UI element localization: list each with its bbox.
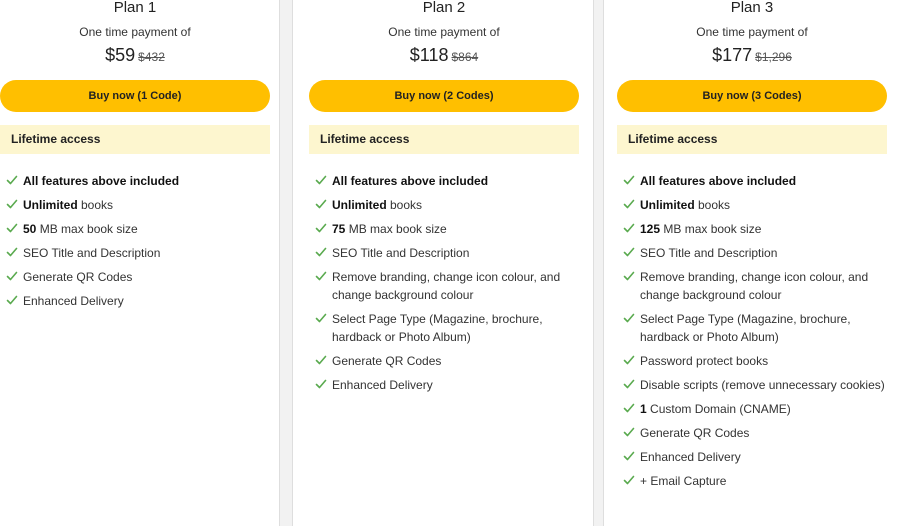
feature-item [0, 244, 270, 262]
feature-bold-text: 50 [23, 222, 37, 236]
feature-item [0, 292, 270, 310]
plan-card-2 [292, 0, 594, 526]
feature-bold-text: 75 [332, 222, 346, 236]
feature-text: MB max book size [345, 222, 447, 236]
check-icon [6, 270, 18, 282]
check-icon [623, 270, 635, 282]
check-icon [315, 174, 327, 186]
check-icon [6, 222, 18, 234]
feature-item [0, 268, 270, 286]
check-icon [6, 174, 18, 186]
check-icon [623, 312, 635, 324]
plan-price: $59 [105, 45, 136, 65]
feature-list [309, 172, 579, 394]
feature-item [309, 196, 579, 214]
check-icon [315, 270, 327, 282]
price-row [309, 44, 579, 68]
lifetime-access-banner: Lifetime access [309, 125, 579, 154]
feature-text: SEO Title and Description [23, 246, 161, 260]
feature-item [617, 244, 887, 262]
check-icon [623, 426, 635, 438]
plan-old-price: $864 [451, 50, 479, 64]
feature-item [617, 310, 887, 346]
price-row [0, 44, 270, 68]
price-row [617, 44, 887, 68]
feature-text: Select Page Type (Magazine, brochure, hardback or Photo Album) [332, 312, 543, 344]
check-icon [623, 222, 635, 234]
feature-text: Enhanced Delivery [640, 450, 741, 464]
plan-title: Plan 1 [113, 0, 157, 16]
plan-title: Plan 3 [730, 0, 774, 16]
check-icon [315, 312, 327, 324]
feature-list [617, 172, 887, 490]
feature-item [617, 472, 887, 490]
check-icon [315, 198, 327, 210]
feature-text: books [77, 198, 114, 212]
plan-old-price: $1,296 [755, 50, 792, 64]
feature-item [617, 352, 887, 370]
check-icon [315, 222, 327, 234]
check-icon [315, 378, 327, 390]
lifetime-access-banner: Lifetime access [0, 125, 270, 154]
plan-price: $118 [409, 45, 449, 65]
plan-title: Plan 2 [422, 0, 466, 16]
feature-bold-text: Unlimited [332, 198, 387, 212]
plan-subtitle: One time payment of [388, 25, 500, 39]
check-icon [623, 450, 635, 462]
buy-now-button[interactable]: Buy now (3 Codes) [617, 80, 887, 112]
buy-now-button[interactable]: Buy now (1 Code) [0, 80, 270, 112]
check-icon [6, 246, 18, 258]
feature-bold-text: 1 [640, 402, 647, 416]
feature-item [309, 220, 579, 238]
feature-text: Generate QR Codes [23, 270, 133, 284]
plan-old-price: $432 [138, 50, 165, 64]
feature-item [309, 352, 579, 370]
check-icon [315, 354, 327, 366]
feature-bold-text: Unlimited [23, 198, 78, 212]
feature-item [617, 196, 887, 214]
feature-text: books [386, 198, 423, 212]
feature-text: Remove branding, change icon colour, and change background colour [332, 270, 561, 302]
feature-list [0, 172, 270, 310]
feature-text: SEO Title and Description [640, 246, 778, 260]
feature-item [0, 220, 270, 238]
feature-text: Custom Domain (CNAME) [646, 402, 791, 416]
feature-text: Remove branding, change icon colour, and change background colour [640, 270, 869, 302]
plan-price: $177 [712, 45, 753, 65]
feature-text: Select Page Type (Magazine, brochure, hardback or Photo Album) [640, 312, 851, 344]
check-icon [6, 198, 18, 210]
feature-item [617, 220, 887, 238]
check-icon [6, 294, 18, 306]
feature-item [309, 244, 579, 262]
feature-item [617, 400, 887, 418]
feature-text: Generate QR Codes [640, 426, 750, 440]
feature-item [617, 424, 887, 442]
feature-item [617, 448, 887, 466]
feature-item [0, 196, 270, 214]
feature-bold-text: All features above included [640, 174, 797, 188]
feature-bold-text: Unlimited [640, 198, 695, 212]
check-icon [623, 402, 635, 414]
feature-text: + Email Capture [640, 474, 727, 488]
feature-text: Enhanced Delivery [23, 294, 124, 308]
feature-bold-text: All features above included [332, 174, 489, 188]
plan-card-1 [0, 0, 280, 526]
feature-item [617, 172, 887, 190]
check-icon [623, 474, 635, 486]
check-icon [623, 174, 635, 186]
check-icon [315, 246, 327, 258]
feature-bold-text: All features above included [23, 174, 180, 188]
feature-text: Generate QR Codes [332, 354, 442, 368]
plan-subtitle: One time payment of [696, 25, 808, 39]
feature-item [617, 376, 887, 394]
plan-subtitle: One time payment of [79, 25, 191, 39]
feature-item [309, 172, 579, 190]
feature-item [617, 268, 887, 304]
check-icon [623, 246, 635, 258]
check-icon [623, 354, 635, 366]
feature-text: Enhanced Delivery [332, 378, 433, 392]
buy-now-button[interactable]: Buy now (2 Codes) [309, 80, 579, 112]
feature-item [309, 310, 579, 346]
feature-text: MB max book size [36, 222, 138, 236]
feature-text: Password protect books [640, 354, 769, 368]
feature-text: MB max book size [660, 222, 762, 236]
feature-text: books [694, 198, 731, 212]
lifetime-access-banner: Lifetime access [617, 125, 887, 154]
feature-text: Disable scripts (remove unnecessary cookies) [640, 378, 885, 392]
check-icon [623, 198, 635, 210]
plan-card-3 [603, 0, 900, 526]
feature-bold-text: 125 [640, 222, 661, 236]
feature-item [309, 268, 579, 304]
check-icon [623, 378, 635, 390]
feature-item [0, 172, 270, 190]
feature-item [309, 376, 579, 394]
feature-text: SEO Title and Description [332, 246, 470, 260]
